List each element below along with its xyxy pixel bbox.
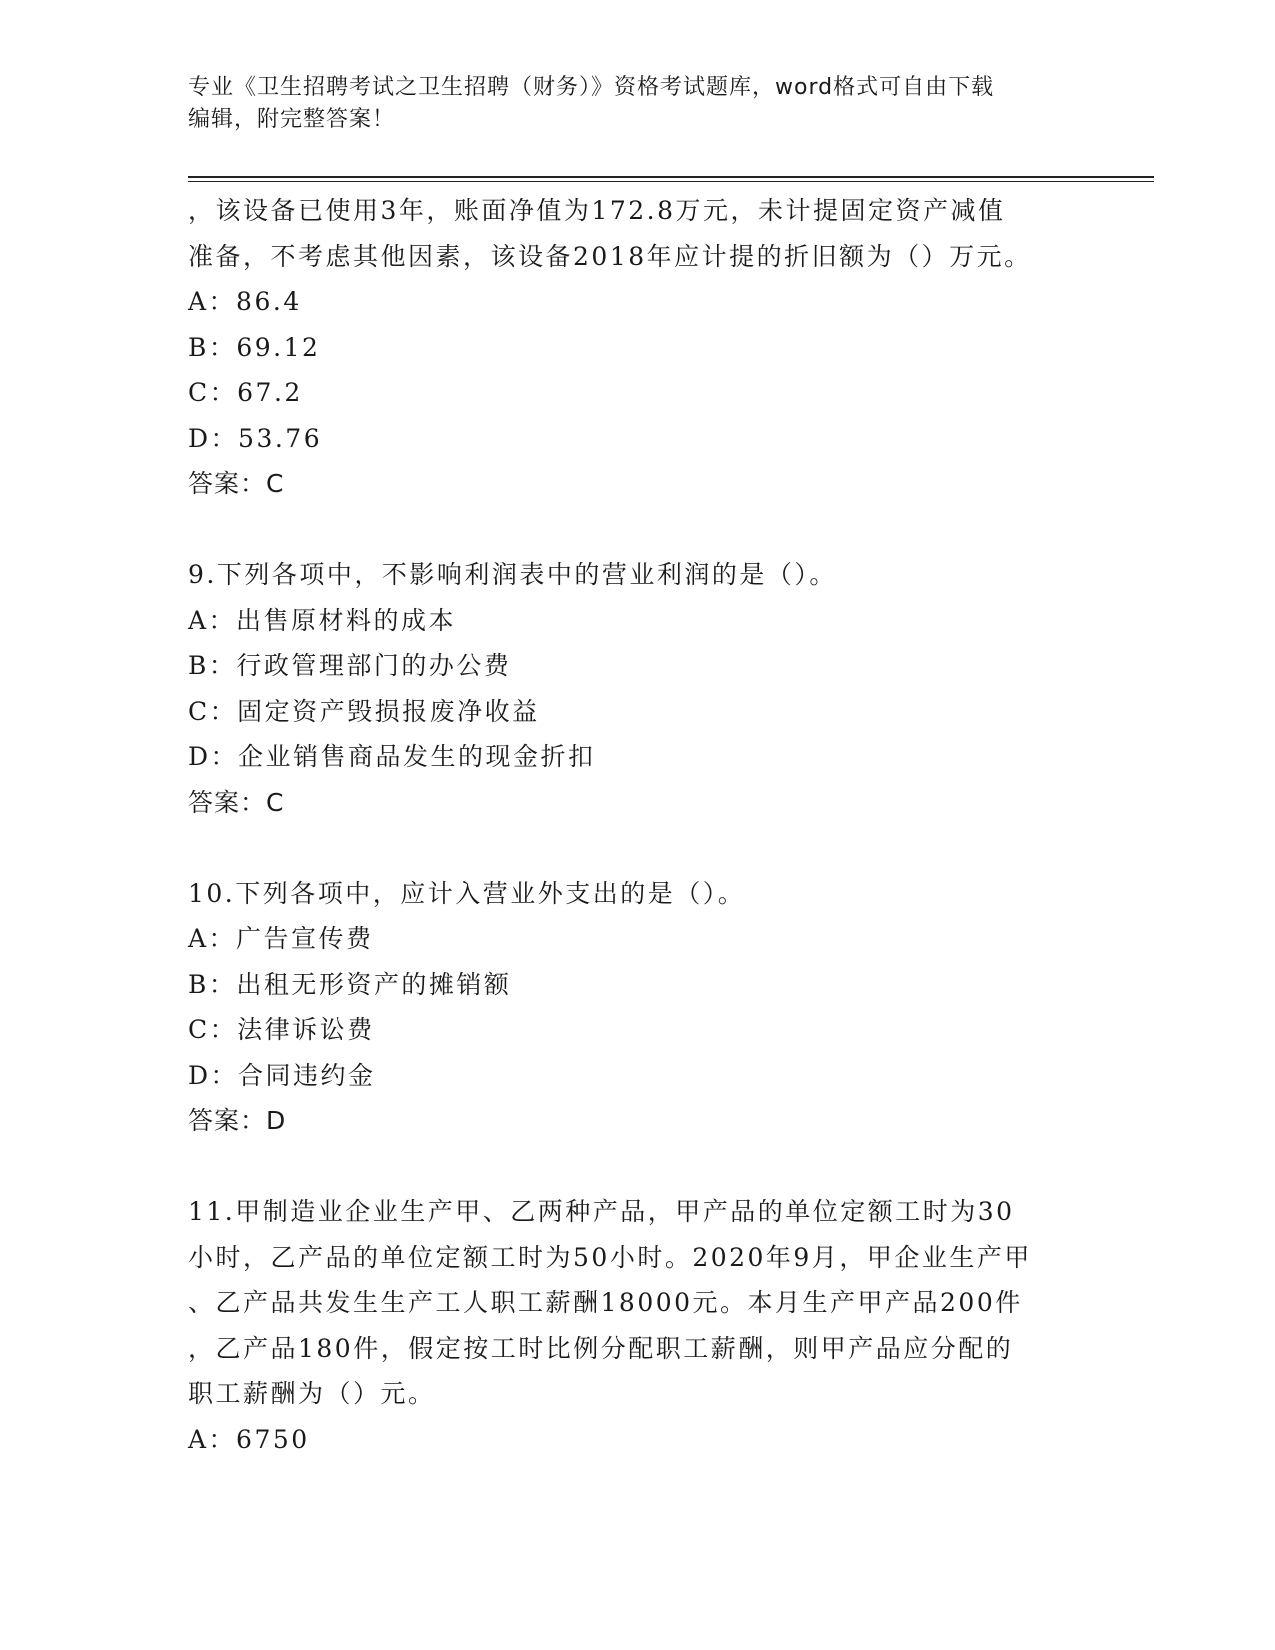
- question-fragment: [188, 188, 1088, 507]
- option-a: A：出售原材料的成本: [188, 605, 457, 635]
- option-b: B：行政管理部门的办公费: [188, 651, 512, 680]
- option-c: C：法律诉讼费: [188, 1015, 375, 1044]
- option-d: D：合同违约金: [188, 1060, 376, 1090]
- spacer: [188, 1144, 1088, 1190]
- spacer: [188, 507, 1088, 553]
- option-c: C：固定资产毁损报废净收益: [188, 696, 540, 726]
- question-9: [188, 552, 1088, 825]
- question-text-line: ，该设备已使用3年，账面净值为172.8万元，未计提固定资产减值: [188, 196, 1006, 225]
- header-line-2: 编辑，附完整答案！: [188, 107, 396, 132]
- question-text-line: 小时，乙产品的单位定额工时为50小时。2020年9月，甲企业生产甲: [188, 1242, 1032, 1272]
- option-a: A：广告宣传费: [188, 924, 374, 953]
- question-text-line: ，乙产品180件，假定按工时比例分配职工薪酬，则甲产品应分配的: [188, 1333, 1014, 1363]
- option-a: A：86.4: [188, 287, 302, 316]
- option-b: B：69.12: [188, 332, 321, 362]
- header-rule-thin: [188, 181, 1154, 182]
- answer-line: 答案：C: [188, 469, 285, 498]
- header-line-1: 专业《卫生招聘考试之卫生招聘（财务）》资格考试题库，word格式可自由下载: [188, 75, 995, 100]
- option-d: D：企业销售商品发生的现金折扣: [188, 742, 596, 771]
- question-text-line: 10.下列各项中，应计入营业外支出的是（）。: [188, 878, 746, 908]
- question-text-line: 职工薪酬为（）元。: [188, 1379, 436, 1408]
- option-a: A：6750: [188, 1424, 310, 1454]
- question-10: [188, 871, 1088, 1144]
- spacer: [188, 825, 1088, 871]
- question-11: [188, 1189, 1088, 1462]
- option-d: D：53.76: [188, 423, 323, 453]
- question-text-line: 9.下列各项中，不影响利润表中的营业利润的是（）。: [188, 560, 837, 589]
- option-b: B：出租无形资产的摊销额: [188, 969, 512, 999]
- question-text-line: 11.甲制造业企业生产甲、乙两种产品，甲产品的单位定额工时为30: [188, 1197, 1015, 1226]
- document-header: [188, 72, 1088, 136]
- answer-line: 答案：D: [188, 1106, 287, 1135]
- question-text-line: 准备，不考虑其他因素，该设备2018年应计提的折旧额为（）万元。: [188, 241, 1032, 271]
- answer-line: 答案：C: [188, 787, 285, 817]
- header-rule-thick: [188, 176, 1154, 178]
- question-text-line: 、乙产品共发生生产工人职工薪酬18000元。本月生产甲产品200件: [188, 1288, 1023, 1317]
- option-c: C：67.2: [188, 378, 303, 407]
- question-content: [188, 188, 1088, 1462]
